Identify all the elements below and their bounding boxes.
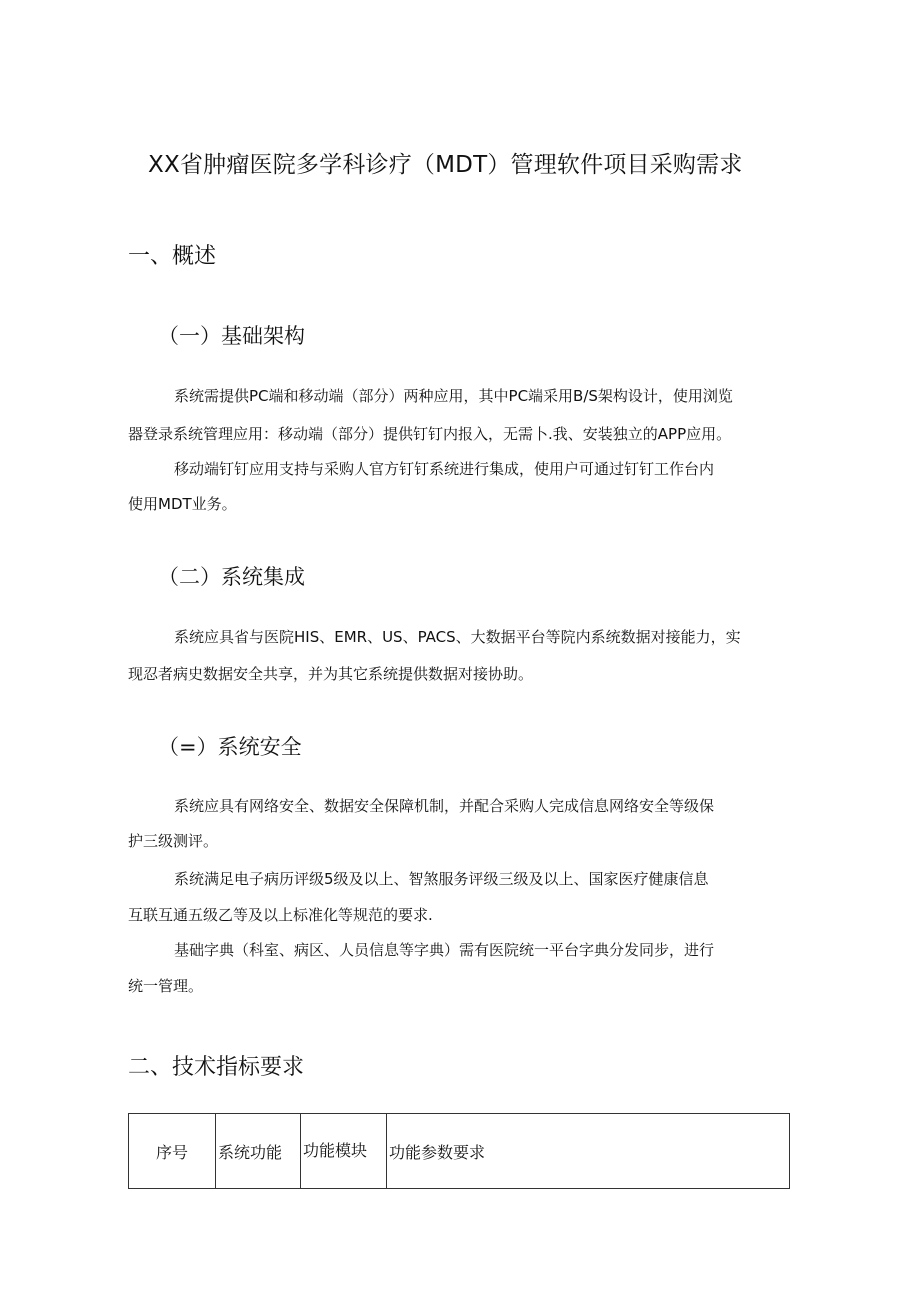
- paragraph-line: 基础字典（科室、病区、人员信息等字典）需有医院统一平台字典分发同步，进行: [174, 941, 715, 959]
- paragraph-line: 器登录系统管理应用：移动端（部分）提供钉钉内报入，无需卜.我、安装独立的APP应用。: [128, 425, 732, 443]
- subsection-heading-integration: （二）系统集成: [158, 565, 305, 589]
- subsection-heading-architecture: （一）基础架构: [158, 324, 305, 348]
- section-heading-technical: 二、技术指标要求: [128, 1055, 305, 1080]
- paragraph-line: 统一管理。: [128, 977, 204, 995]
- section-heading-overview: 一、概述: [128, 244, 217, 269]
- document-title: XX省肿瘤医院多学科诊疗（MDT）管理软件项目采购需求: [148, 152, 743, 178]
- paragraph-line: 系统应具有网络安全、数据安全保障机制，并配合采购人完成信息网络安全等级保: [174, 797, 715, 815]
- header-cell-index: 序号: [129, 1114, 216, 1189]
- paragraph-line: 系统应具省与医院HIS、EMR、US、PACS、大数据平台等院内系统数据对接能力，实: [174, 628, 741, 646]
- paragraph-line: 移动端钉钉应用支持与采购人官方钉钉系统进行集成，使用户可通过钉钉工作台内: [174, 460, 715, 478]
- header-cell-module: 功能模块: [301, 1114, 387, 1189]
- header-cell-function: 系统功能: [216, 1114, 301, 1189]
- paragraph-line: 系统需提供PC端和移动端（部分）两种应用，其中PC端采用B/S架构设计，使用浏览: [174, 387, 733, 405]
- subsection-heading-security: （=）系统安全: [158, 735, 302, 759]
- requirements-table: [128, 1113, 790, 1189]
- paragraph-line: 护三级测评。: [128, 832, 219, 850]
- table-header-row: [129, 1114, 790, 1189]
- paragraph-line: 使用MDT业务。: [128, 495, 237, 513]
- paragraph-line: 互联互通五级乙等及以上标准化等规范的要求.: [128, 906, 433, 924]
- paragraph-line: 系统满足电子病历评级5级及以上、智煞服务评级三级及以上、国家医疗健康信息: [174, 870, 709, 888]
- header-cell-parameters: 功能参数要求: [387, 1114, 790, 1189]
- paragraph-line: 现忍者病史数据安全共享，并为其它系统提供数据对接协助。: [128, 665, 534, 683]
